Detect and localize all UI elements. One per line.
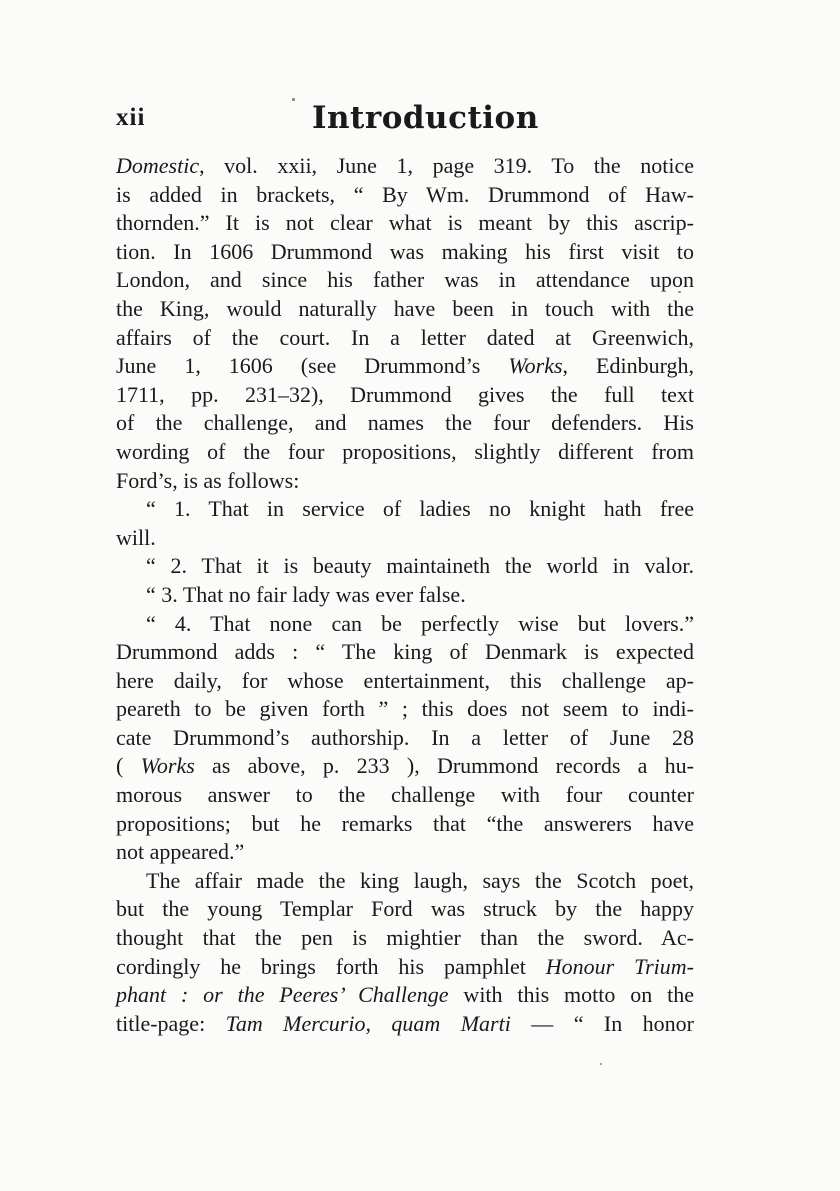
text-line xyxy=(116,924,694,953)
text-segment: the King, would naturally have been in touch with the xyxy=(116,295,694,321)
ink-speck xyxy=(600,1063,602,1065)
page-header xyxy=(116,100,696,144)
text-line xyxy=(116,953,694,982)
text-segment: tion. In 1606 Drummond was making his first visit to xyxy=(116,238,694,264)
text-line xyxy=(116,781,694,810)
text-segment: The affair made the king laugh, says the Scotch poet, xyxy=(146,867,694,893)
text-line xyxy=(116,467,694,496)
text-line xyxy=(116,209,694,238)
text-segment: , Edinburgh, xyxy=(562,353,695,379)
text-segment: but the young Templar Ford was struck by the happy xyxy=(116,896,694,922)
text-line xyxy=(116,352,694,381)
text-segment: Ford’s, is as follows: xyxy=(116,467,300,493)
text-segment: morous answer to the challenge with four counter xyxy=(116,782,694,808)
text-line xyxy=(116,1010,694,1039)
text-segment: of the challenge, and names the four defenders. His xyxy=(116,410,694,436)
italic-text: Works xyxy=(140,753,195,779)
running-title: Introduction xyxy=(312,100,539,136)
italic-text: Honour Trium- xyxy=(545,953,695,979)
text-line xyxy=(116,266,694,295)
text-segment: here daily, for whose entertainment, this challenge ap- xyxy=(116,667,694,693)
text-segment: “ 1. That in service of ladies no knight hath free xyxy=(146,496,694,522)
text-segment: June 1, 1606 (see Drummond’s xyxy=(116,353,509,379)
italic-text: phant : or the Peeres’ Challenge xyxy=(116,982,449,1008)
page-number: xii xyxy=(116,104,146,131)
text-segment: propositions; but he remarks that “the answerers have xyxy=(116,810,694,836)
text-line xyxy=(116,381,694,410)
text-line xyxy=(116,438,694,467)
text-line xyxy=(116,238,694,267)
text-line xyxy=(116,638,694,667)
text-segment: ( xyxy=(116,753,141,779)
text-segment: as above, p. 233 ), Drummond records a hu- xyxy=(194,753,694,779)
text-segment: Drummond adds : “ The king of Denmark is expected xyxy=(116,639,694,665)
text-line xyxy=(116,895,694,924)
text-line xyxy=(116,981,694,1010)
text-segment: with this motto on the xyxy=(448,982,694,1008)
text-line xyxy=(116,524,694,553)
text-segment: cordingly he brings forth his pamphlet xyxy=(116,953,546,979)
text-line xyxy=(116,695,694,724)
text-line xyxy=(116,409,694,438)
text-line xyxy=(116,610,694,639)
text-segment: title-page: xyxy=(116,1010,226,1036)
text-segment: wording of the four propositions, slightly different from xyxy=(116,438,694,464)
ink-speck xyxy=(292,98,295,101)
text-segment: affairs of the court. In a letter dated at Greenwich, xyxy=(116,324,694,350)
text-line xyxy=(116,152,694,181)
body-text xyxy=(116,152,694,1038)
text-line xyxy=(116,181,694,210)
text-line xyxy=(116,324,694,353)
text-segment: cate Drummond’s authorship. In a letter of June 28 xyxy=(116,724,694,750)
italic-text: Works xyxy=(508,353,563,379)
text-segment: “ 4. That none can be perfectly wise but lovers.” xyxy=(146,610,694,636)
text-line xyxy=(116,838,694,867)
text-line xyxy=(116,581,694,610)
text-segment: is added in brackets, “ By Wm. Drummond of Haw- xyxy=(116,181,694,207)
text-line xyxy=(116,810,694,839)
text-segment: — “ In honor xyxy=(510,1010,694,1036)
text-line xyxy=(116,552,694,581)
text-segment: “ 3. That no fair lady was ever false. xyxy=(146,581,466,607)
text-segment: thornden.” It is not clear what is meant by this ascrip- xyxy=(116,210,694,236)
text-line xyxy=(116,724,694,753)
text-segment: not appeared.” xyxy=(116,839,245,865)
text-line xyxy=(116,295,694,324)
text-line xyxy=(116,752,694,781)
text-line xyxy=(116,667,694,696)
text-segment: , vol. xxii, June 1, page 319. To the notice xyxy=(199,153,694,178)
text-segment: 1711, pp. 231–32), Drummond gives the full text xyxy=(116,381,694,407)
italic-text: Domestic xyxy=(116,153,200,178)
text-segment: “ 2. That it is beauty maintaineth the world in valor. xyxy=(146,553,694,579)
text-segment: will. xyxy=(116,524,156,550)
text-segment: peareth to be given forth ” ; this does not seem to indi- xyxy=(116,696,694,722)
italic-text: Tam Mercurio, quam Marti xyxy=(225,1010,511,1036)
text-segment: London, and since his father was in attendance upon xyxy=(116,267,694,293)
text-line xyxy=(116,495,694,524)
text-line xyxy=(116,867,694,896)
text-segment: thought that the pen is mightier than the sword. Ac- xyxy=(116,925,694,951)
